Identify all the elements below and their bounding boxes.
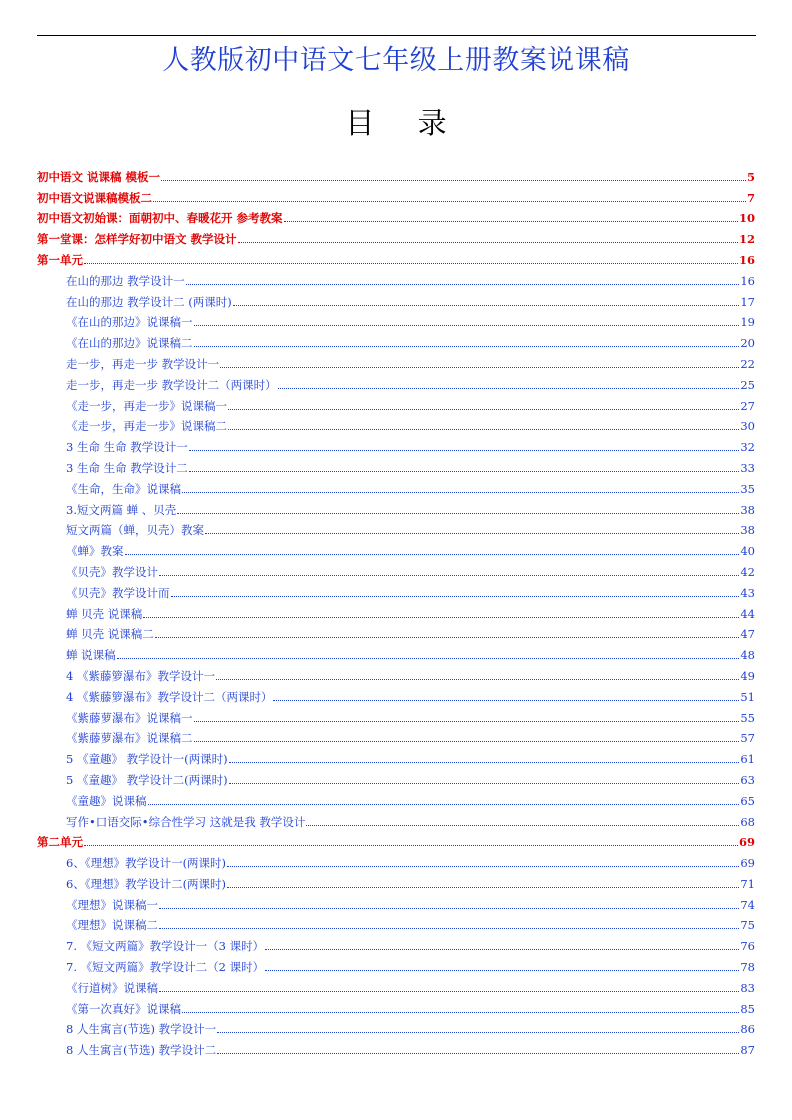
toc-page-number: 30 <box>740 419 755 434</box>
toc-page-number: 87 <box>740 1043 755 1058</box>
toc-entry-link[interactable] <box>37 849 755 870</box>
toc-entry-link[interactable] <box>37 600 755 621</box>
document-title: 人教版初中语文七年级上册教案说课稿 <box>162 45 630 76</box>
toc-entry-link[interactable] <box>37 309 755 330</box>
toc-page-number: 61 <box>740 752 755 767</box>
toc-entry-link[interactable] <box>37 350 755 371</box>
toc-entry-label: 《紫藤萝瀑布》说课稿一 <box>66 710 193 725</box>
dot-leader <box>159 991 739 992</box>
toc-entry-label: 6、《理想》教学设计一(两课时) <box>66 856 227 871</box>
toc-entry-label: 短文两篇（蝉，贝壳）教案 <box>66 523 204 538</box>
toc-page-number: 65 <box>740 793 755 808</box>
toc-entry-link[interactable] <box>37 1016 755 1037</box>
dot-leader <box>228 429 739 430</box>
toc-entry-link[interactable] <box>37 537 755 558</box>
toc-section-link[interactable] <box>37 205 755 226</box>
dot-leader <box>194 721 740 722</box>
toc-entry-label: 走一步，再走一步 教学设计一 <box>66 356 220 371</box>
toc-page-number: 7 <box>746 190 755 205</box>
toc-page-number: 47 <box>740 627 755 642</box>
toc-entry-link[interactable] <box>37 725 755 746</box>
toc-entry-label: 蝉 贝壳 说课稿 <box>66 606 143 621</box>
dot-leader <box>265 949 739 950</box>
toc-entry-label: 3 生命 生命 教学设计一 <box>66 440 188 455</box>
dot-leader <box>278 388 740 389</box>
toc-entry-label: 《第一次真好》说课稿 <box>66 1001 181 1016</box>
dot-leader <box>284 221 738 222</box>
toc-entry-link[interactable] <box>37 766 755 787</box>
toc-entry-link[interactable] <box>37 579 755 600</box>
toc-entry-label: 《贝壳》教学设计 <box>66 564 158 579</box>
dot-leader <box>159 928 739 929</box>
toc-page-number: 5 <box>746 169 755 184</box>
toc-entry-label: 3.短文两篇 蝉 、贝壳 <box>66 502 177 517</box>
toc-entry-label: 7. 《短文两篇》教学设计一（3 课时） <box>66 939 265 954</box>
toc-entry-link[interactable] <box>37 995 755 1016</box>
toc-entry-link[interactable] <box>37 288 755 309</box>
toc-page-number: 25 <box>740 377 755 392</box>
dot-leader <box>84 845 738 846</box>
header-rule <box>37 35 756 36</box>
toc-page-number: 55 <box>740 710 755 725</box>
toc-page-number: 86 <box>740 1022 755 1037</box>
toc-section-link[interactable] <box>37 829 755 850</box>
toc-entry-link[interactable] <box>37 870 755 891</box>
toc-entry-label: 初中语文初始课：面朝初中、春暖花开 参考教案 <box>37 211 283 226</box>
toc-entry-label: 《紫藤萝瀑布》说课稿二 <box>66 731 193 746</box>
toc-entry-link[interactable] <box>37 517 755 538</box>
dot-leader <box>194 741 740 742</box>
toc-entry-link[interactable] <box>37 808 755 829</box>
toc-page-number: 22 <box>740 356 755 371</box>
toc-entry-label: 写作•口语交际•综合性学习 这就是我 教学设计 <box>66 814 306 829</box>
toc-entry-label: 走一步，再走一步 教学设计二（两课时） <box>66 377 277 392</box>
toc-page-number: 71 <box>740 876 755 891</box>
toc-page-number: 10 <box>738 211 755 226</box>
toc-entry-link[interactable] <box>37 392 755 413</box>
toc-entry-label: 《理想》说课稿一 <box>66 897 158 912</box>
toc-entry-label: 5 《童趣》 教学设计一(两课时) <box>66 752 228 767</box>
toc-section-link[interactable] <box>37 163 755 184</box>
toc-entry-label: 蝉 说课稿 <box>66 648 116 663</box>
toc-page-number: 17 <box>740 294 755 309</box>
toc-entry-link[interactable] <box>37 454 755 475</box>
toc-page-number: 43 <box>740 585 755 600</box>
toc-page-number: 40 <box>740 544 755 559</box>
dot-leader <box>117 658 740 659</box>
toc-entry-label: 《走一步，再走一步》说课稿二 <box>66 419 227 434</box>
toc-entry-label: 《蝉》教案 <box>66 544 124 559</box>
toc-entry-label: 7. 《短文两篇》教学设计二（2 课时） <box>66 960 265 975</box>
dot-leader <box>153 201 746 202</box>
toc-page-number: 32 <box>740 440 755 455</box>
toc-entry-label: 在山的那边 教学设计二 (两课时) <box>66 294 232 309</box>
dot-leader <box>159 908 739 909</box>
dot-leader <box>177 513 739 514</box>
toc-entry-label: 4 《紫藤箩瀑布》教学设计一 <box>66 668 215 683</box>
toc-page-number: 74 <box>740 897 755 912</box>
dot-leader <box>155 637 740 638</box>
toc-entry-link[interactable] <box>37 329 755 350</box>
toc-page-number: 48 <box>740 648 755 663</box>
toc-page-number: 16 <box>738 252 755 267</box>
toc-entry-link[interactable] <box>37 974 755 995</box>
toc-page-number: 27 <box>740 398 755 413</box>
dot-leader <box>194 325 740 326</box>
toc-entry-link[interactable] <box>37 475 755 496</box>
toc-entry-link[interactable] <box>37 267 755 288</box>
toc-entry-link[interactable] <box>37 683 755 704</box>
toc-entry-label: 《走一步，再走一步》说课稿一 <box>66 398 227 413</box>
toc-page-number: 38 <box>740 502 755 517</box>
toc-entry-link[interactable] <box>37 558 755 579</box>
toc-entry-link[interactable] <box>37 932 755 953</box>
dot-leader <box>265 970 739 971</box>
toc-section-link[interactable] <box>37 246 755 267</box>
toc-page-number: 20 <box>740 336 755 351</box>
toc-page-number: 35 <box>740 481 755 496</box>
dot-leader <box>217 1032 739 1033</box>
toc-page-number: 12 <box>738 232 755 247</box>
dot-leader <box>233 305 740 306</box>
dot-leader <box>182 1012 739 1013</box>
toc-entry-link[interactable] <box>37 433 755 454</box>
toc-entry-label: 3 生命 生命 教学设计二 <box>66 460 188 475</box>
toc-page-number: 51 <box>740 689 755 704</box>
dot-leader <box>220 367 739 368</box>
dot-leader <box>229 783 740 784</box>
toc-entry-label: 《理想》说课稿二 <box>66 918 158 933</box>
toc-entry-label: 第一堂课：怎样学好初中语文 教学设计 <box>37 232 237 247</box>
toc-entry-link[interactable] <box>37 662 755 683</box>
dot-leader <box>205 533 739 534</box>
toc-entry-link[interactable] <box>37 745 755 766</box>
toc-page-number: 38 <box>740 523 755 538</box>
dot-leader <box>228 409 739 410</box>
toc-section-link[interactable] <box>37 225 755 246</box>
toc-entry-label: 第一单元 <box>37 252 83 267</box>
toc-entry-label: 初中语文 说课稿 模板一 <box>37 169 161 184</box>
dot-leader <box>229 762 740 763</box>
toc-entry-label: 《在山的那边》说课稿二 <box>66 336 193 351</box>
dot-leader <box>182 492 739 493</box>
dot-leader <box>161 180 746 181</box>
toc-entry-link[interactable] <box>37 621 755 642</box>
toc-page-number: 83 <box>740 980 755 995</box>
toc-entry-link[interactable] <box>37 953 755 974</box>
dot-leader <box>84 263 738 264</box>
toc-entry-link[interactable] <box>37 641 755 662</box>
toc-entry-link[interactable] <box>37 704 755 725</box>
toc-page-number: 69 <box>740 856 755 871</box>
toc-page-number: 49 <box>740 668 755 683</box>
dot-leader <box>194 346 740 347</box>
dot-leader <box>216 679 739 680</box>
toc-entry-label: 在山的那边 教学设计一 <box>66 273 185 288</box>
dot-leader <box>171 596 740 597</box>
toc-page-number: 44 <box>740 606 755 621</box>
dot-leader <box>186 284 740 285</box>
toc-entry-label: 《生命，生命》说课稿 <box>66 481 181 496</box>
dot-leader <box>143 617 739 618</box>
toc-entry-label: 6、《理想》教学设计二(两课时) <box>66 876 227 891</box>
toc-entry-link[interactable] <box>37 787 755 808</box>
toc-page-number: 63 <box>740 772 755 787</box>
toc-entry-link[interactable] <box>37 1036 755 1057</box>
dot-leader <box>159 575 739 576</box>
toc-entry-label: 《在山的那边》说课稿一 <box>66 315 193 330</box>
toc-page-number: 85 <box>740 1001 755 1016</box>
table-of-contents <box>37 163 755 1057</box>
dot-leader <box>306 825 739 826</box>
toc-page-number: 68 <box>740 814 755 829</box>
toc-entry-label: 8 人生寓言(节选) 教学设计一 <box>66 1022 217 1037</box>
dot-leader <box>189 450 740 451</box>
dot-leader <box>238 242 738 243</box>
toc-page-number: 76 <box>740 939 755 954</box>
toc-page-number: 78 <box>740 960 755 975</box>
toc-page-number: 16 <box>740 273 755 288</box>
toc-page-number: 42 <box>740 564 755 579</box>
dot-leader <box>148 804 740 805</box>
dot-leader <box>189 471 740 472</box>
toc-page-number: 69 <box>738 835 755 850</box>
toc-entry-label: 《行道树》说课稿 <box>66 980 158 995</box>
toc-page-number: 57 <box>740 731 755 746</box>
toc-entry-label: 《童趣》说课稿 <box>66 793 147 808</box>
toc-page-number: 19 <box>740 315 755 330</box>
toc-entry-link[interactable] <box>37 496 755 517</box>
dot-leader <box>273 700 739 701</box>
toc-page-number: 75 <box>740 918 755 933</box>
toc-entry-label: 蝉 贝壳 说课稿二 <box>66 627 154 642</box>
toc-entry-link[interactable] <box>37 891 755 912</box>
toc-entry-label: 8 人生寓言(节选) 教学设计二 <box>66 1043 217 1058</box>
toc-entry-label: 5 《童趣》 教学设计二(两课时) <box>66 772 228 787</box>
toc-entry-label: 第二单元 <box>37 835 83 850</box>
toc-heading: 目 录 <box>345 106 447 140</box>
toc-entry-link[interactable] <box>37 371 755 392</box>
toc-entry-link[interactable] <box>37 912 755 933</box>
toc-entry-label: 4 《紫藤箩瀑布》教学设计二（两课时） <box>66 689 273 704</box>
dot-leader <box>125 554 740 555</box>
toc-entry-label: 《贝壳》教学设计而 <box>66 585 170 600</box>
toc-entry-link[interactable] <box>37 413 755 434</box>
toc-section-link[interactable] <box>37 184 755 205</box>
toc-entry-label: 初中语文说课稿模板二 <box>37 190 152 205</box>
dot-leader <box>217 1053 739 1054</box>
dot-leader <box>227 866 739 867</box>
toc-page-number: 33 <box>740 460 755 475</box>
dot-leader <box>227 887 739 888</box>
